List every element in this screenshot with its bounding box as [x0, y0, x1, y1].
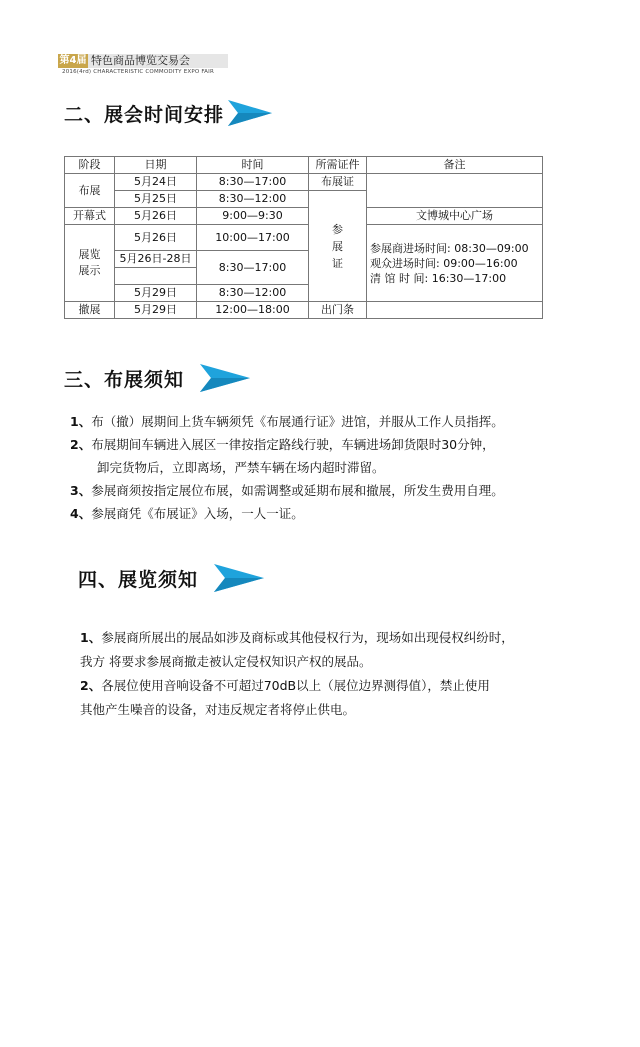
table-row [65, 225, 543, 251]
doc-char: 展 [332, 239, 343, 253]
date-cell-empty [115, 268, 197, 285]
note-line: 观众进场时间: 09:00—16:00 [370, 256, 518, 270]
doc-cell: 出门条 [309, 302, 367, 319]
notes-cell [367, 174, 543, 208]
arrow-icon [200, 362, 250, 394]
date-cell: 5月26日-28日 [115, 251, 197, 268]
stage-cell-exhibition [65, 225, 115, 302]
time-cell: 9:00—9:30 [197, 208, 309, 225]
section-heading: 四、展览须知 [78, 568, 199, 591]
header-cell: 备注 [367, 157, 543, 174]
list-item-continuation: 其他产生噪音的设备，对违反规定者将停止供电。 [80, 702, 356, 717]
list-item [70, 479, 504, 502]
header-cell: 时间 [197, 157, 309, 174]
time-cell: 10:00—17:00 [197, 225, 309, 251]
date-cell: 5月29日 [115, 302, 197, 319]
section-title-schedule [64, 98, 272, 128]
stage-cell: 开幕式 [65, 208, 115, 225]
exhibition-rules-list [80, 626, 514, 722]
item-text: 布（撤）展期间上货车辆须凭《布展通行证》进馆，并服从工作人员指挥。 [91, 414, 504, 429]
note-line: 清 馆 时 间: 16:30—17:00 [370, 271, 507, 285]
date-cell: 5月29日 [115, 285, 197, 302]
time-cell: 8:30—12:00 [197, 285, 309, 302]
list-item [70, 433, 504, 456]
list-item [70, 410, 504, 433]
item-number: 2、 [70, 437, 92, 452]
item-number: 2、 [80, 678, 102, 693]
setup-rules-list [70, 410, 504, 525]
table-row [65, 302, 543, 319]
item-text: 布展期间车辆进入展区一律按指定路线行驶，车辆进场卸货限时30分钟， [91, 437, 495, 452]
date-cell: 5月25日 [115, 191, 197, 208]
time-cell: 8:30—17:00 [197, 251, 309, 285]
item-text: 参展商须按指定展位布展，如需调整或延期布展和撤展，所发生费用自理。 [91, 483, 504, 498]
section-heading: 三、布展须知 [64, 368, 185, 391]
table-row [65, 174, 543, 191]
stage-cell: 撤展 [65, 302, 115, 319]
stage-cell: 布展 [65, 174, 115, 208]
edition-badge: 第4届 [59, 55, 87, 66]
expo-title: 特色商品博览交易会 [91, 54, 190, 67]
item-text: 参展商所展出的展品如涉及商标或其他侵权行为，现场如出现侵权纠纷时， [101, 630, 514, 645]
item-number: 3、 [70, 483, 92, 498]
section-title-exhibition-rules [78, 562, 264, 594]
header-cell: 日期 [115, 157, 197, 174]
time-cell: 12:00—18:00 [197, 302, 309, 319]
note-line: 参展商进场时间: 08:30—09:00 [370, 241, 529, 255]
arrow-icon [228, 98, 272, 128]
stage-text: 展示 [78, 264, 101, 277]
table-row [65, 208, 543, 225]
list-item-continuation: 卸完货物后，立即离场，严禁车辆在场内超时滞留。 [97, 460, 385, 475]
time-cell: 8:30—12:00 [197, 191, 309, 208]
date-cell: 5月26日 [115, 208, 197, 225]
table-header-row [65, 157, 543, 174]
arrow-icon [214, 562, 264, 594]
section-title-setup-rules [64, 362, 250, 394]
item-number: 1、 [80, 630, 102, 645]
schedule-table [64, 156, 543, 319]
stage-text: 展览 [78, 248, 101, 261]
doc-char: 证 [332, 256, 343, 270]
notes-cell-times [367, 225, 543, 302]
header-cell: 阶段 [65, 157, 115, 174]
doc-char: 参 [332, 222, 343, 236]
item-number: 4、 [70, 506, 92, 521]
item-text: 参展商凭《布展证》入场，一人一证。 [91, 506, 304, 521]
item-text: 各展位使用音响设备不可超过70dB以上（展位边界测得值），禁止使用 [101, 678, 490, 693]
doc-cell: 布展证 [309, 174, 367, 191]
expo-subtitle: 2016(4rd) CHARACTERISTIC COMMODITY EXPO FAIR [62, 69, 214, 75]
list-item [80, 626, 514, 650]
section-heading: 二、展会时间安排 [64, 103, 225, 126]
date-cell: 5月26日 [115, 225, 197, 251]
item-number: 1、 [70, 414, 92, 429]
expo-header-logo [58, 52, 228, 78]
date-cell: 5月24日 [115, 174, 197, 191]
list-item [80, 674, 514, 698]
list-item-continuation: 我方 将要求参展商撤走被认定侵权知识产权的展品。 [80, 654, 372, 669]
notes-cell: 文博城中心广场 [367, 208, 543, 225]
doc-cell-expo-pass [309, 191, 367, 302]
list-item [70, 502, 504, 525]
header-cell: 所需证件 [309, 157, 367, 174]
notes-cell [367, 302, 543, 319]
time-cell: 8:30—17:00 [197, 174, 309, 191]
